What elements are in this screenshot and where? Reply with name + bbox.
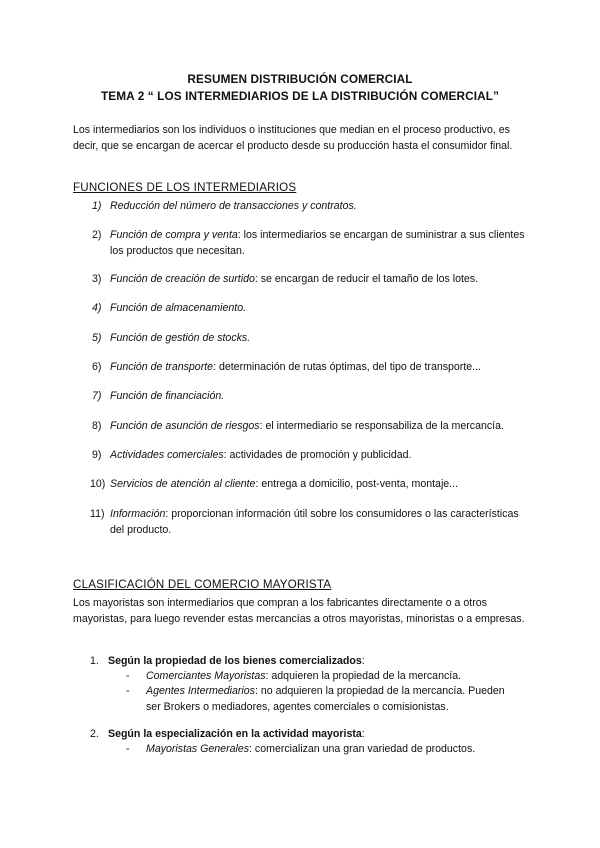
subitem-name: Comerciantes Mayoristas <box>146 670 266 682</box>
item-desc: : actividades de promoción y publicidad. <box>223 449 412 461</box>
item-name: Reducción del número de transacciones y contratos. <box>110 200 357 212</box>
item-name: Función de gestión de stocks. <box>110 332 251 344</box>
item-number: 5) <box>92 332 102 344</box>
item-name: Función de compra y venta <box>110 229 238 241</box>
item-number: 1. <box>90 655 99 667</box>
funcion-item <box>92 360 532 376</box>
intro-paragraph: Los intermediarios son los individuos o instituciones que median en el proceso productivo, es decir, que se encargan de acercar el producto desde su producción hasta el consumidor final. <box>73 124 513 152</box>
item-number: 6) <box>92 361 102 373</box>
subitem-desc: : no adquieren la propiedad de la mercancía. Pueden ser Brokers o mediadores, agentes comerciales o comisionistas. <box>146 685 505 713</box>
item-number: 2) <box>92 229 102 241</box>
item-number: 11) <box>90 508 105 520</box>
document-subtitle: TEMA 2 “ LOS INTERMEDIARIOS DE LA DISTRIBUCIÓN COMERCIAL” <box>100 89 500 103</box>
item-desc: : se encargan de reducir el tamaño de los lotes. <box>254 273 479 285</box>
funcion-item <box>92 331 532 347</box>
item-name: Información <box>110 508 166 520</box>
funcion-item <box>90 507 530 538</box>
item-desc: : entrega a domicilio, post-venta, montaje... <box>255 478 459 490</box>
item-desc: : determinación de rutas óptimas, del tipo de transporte... <box>213 361 481 373</box>
item-number: 2. <box>90 728 99 740</box>
subitem-name: Agentes Intermediarios <box>146 685 255 697</box>
item-number: 3) <box>92 273 102 285</box>
funcion-item <box>92 389 532 405</box>
item-name: Función de almacenamiento. <box>110 302 247 314</box>
funcion-item <box>92 301 532 317</box>
item-name: Función de asunción de riesgos <box>110 420 260 432</box>
item-number: 7) <box>92 390 102 402</box>
mayorista-heading: CLASIFICACIÓN DEL COMERCIO MAYORISTA <box>73 578 332 591</box>
item-title: Según la propiedad de los bienes comercializados <box>108 655 362 667</box>
funcion-item <box>92 272 532 288</box>
subitem-name: Mayoristas Generales <box>146 743 250 755</box>
item-name: Función de financiación. <box>110 390 225 402</box>
subitem-desc: : adquieren la propiedad de la mercancía. <box>265 670 462 682</box>
item-number: 10) <box>90 478 106 490</box>
item-title: Según la especialización en la actividad mayorista <box>108 728 362 740</box>
item-name: Actividades comerciales <box>110 449 224 461</box>
funciones-heading: FUNCIONES DE LOS INTERMEDIARIOS <box>73 181 297 194</box>
mayorista-subitem <box>126 742 516 758</box>
item-number: 4) <box>92 302 102 314</box>
mayorista-subitem <box>126 684 516 715</box>
subitem-desc: : comercializan una gran variedad de productos. <box>249 743 476 755</box>
item-desc: : el intermediario se responsabiliza de la mercancía. <box>259 420 504 432</box>
mayorista-intro: Los mayoristas son intermediarios que compran a los fabricantes directamente o a otros mayoristas, para luego revender estas mercancías a otros mayoristas, minoristas o a empresas. <box>73 597 525 625</box>
item-number: 9) <box>92 449 102 461</box>
mayorista-subitem <box>126 669 516 685</box>
item-number: 8) <box>92 420 102 432</box>
item-desc: : los intermediarios se encargan de suministrar a sus clientes los productos que necesitan. <box>110 229 525 257</box>
funcion-item <box>92 448 532 464</box>
mayorista-item: 2. Según la especialización en la actividad mayorista: <box>90 727 510 743</box>
item-name: Servicios de atención al cliente <box>110 478 256 490</box>
document-title: RESUMEN DISTRIBUCIÓN COMERCIAL <box>187 72 413 86</box>
funcion-item <box>90 477 530 493</box>
mayorista-item: 1. Según la propiedad de los bienes comercializados: <box>90 654 510 670</box>
funcion-item <box>92 228 532 259</box>
dash-bullet: - <box>126 743 130 755</box>
funcion-item <box>92 199 532 215</box>
item-desc: : proporcionan información útil sobre los consumidores o las características del producto. <box>110 508 519 536</box>
item-name: Función de creación de surtido <box>110 273 255 285</box>
dash-bullet: - <box>126 685 130 697</box>
dash-bullet: - <box>126 670 130 682</box>
item-name: Función de transporte <box>110 361 214 373</box>
item-number: 1) <box>92 200 102 212</box>
funcion-item <box>92 419 532 435</box>
